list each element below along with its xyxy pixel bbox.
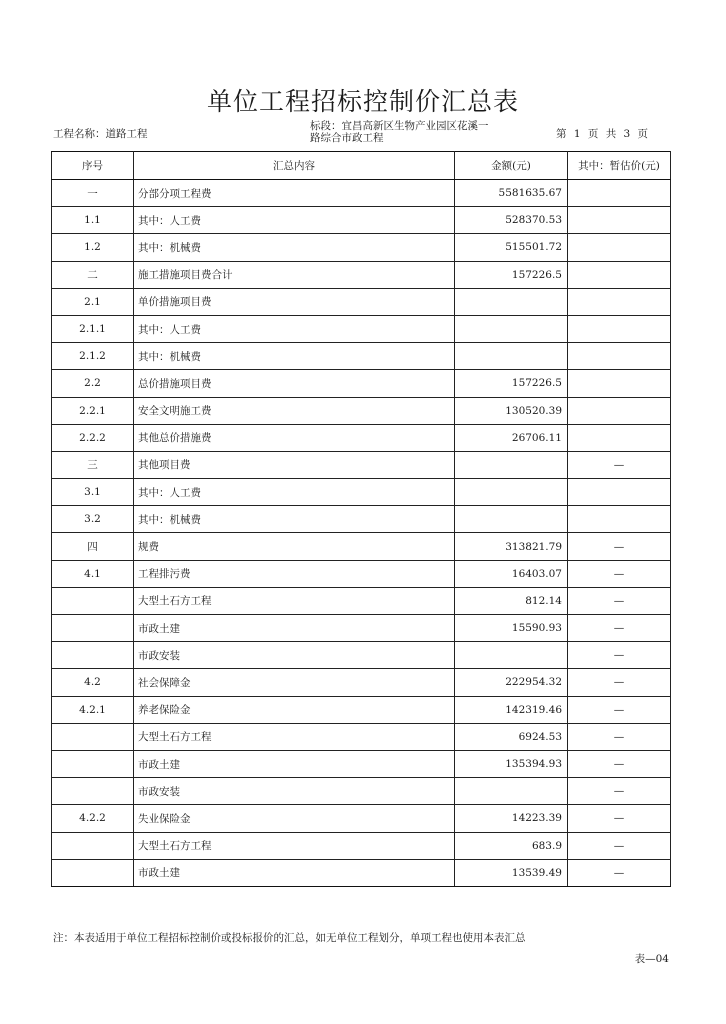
table-row: [52, 451, 671, 478]
row-estimate: [568, 479, 671, 506]
row-amount: 14223.39: [455, 805, 568, 832]
row-number: 3.1: [52, 479, 134, 506]
row-number: 2.1: [52, 288, 134, 315]
row-description: 其他项目费: [134, 451, 455, 478]
row-estimate: [568, 506, 671, 533]
row-amount: 6924.53: [455, 723, 568, 750]
row-estimate: [568, 261, 671, 288]
row-estimate: [568, 370, 671, 397]
row-number: [52, 859, 134, 886]
row-description: 其中：机械费: [134, 343, 455, 370]
table-row: [52, 288, 671, 315]
table-row: [52, 696, 671, 723]
table-row: [52, 533, 671, 560]
row-amount: 683.9: [455, 832, 568, 859]
row-estimate: —: [568, 451, 671, 478]
table-row: [52, 234, 671, 261]
row-number: 1.1: [52, 207, 134, 234]
row-description: 其中：人工费: [134, 315, 455, 342]
row-description: 大型土石方工程: [134, 832, 455, 859]
row-description: 市政土建: [134, 750, 455, 777]
row-estimate: —: [568, 859, 671, 886]
table-row: [52, 587, 671, 614]
row-number: [52, 615, 134, 642]
row-number: 二: [52, 261, 134, 288]
row-number: [52, 832, 134, 859]
row-amount: [455, 479, 568, 506]
row-number: 2.2.2: [52, 424, 134, 451]
row-estimate: —: [568, 615, 671, 642]
row-amount: [455, 506, 568, 533]
table-row: [52, 506, 671, 533]
row-description: 失业保险金: [134, 805, 455, 832]
row-description: 市政土建: [134, 615, 455, 642]
row-estimate: —: [568, 778, 671, 805]
row-estimate: —: [568, 696, 671, 723]
row-estimate: —: [568, 669, 671, 696]
row-estimate: [568, 424, 671, 451]
table-row: [52, 424, 671, 451]
row-number: [52, 750, 134, 777]
row-estimate: [568, 288, 671, 315]
row-number: 4.2: [52, 669, 134, 696]
row-amount: 16403.07: [455, 560, 568, 587]
table-row: [52, 207, 671, 234]
row-estimate: —: [568, 750, 671, 777]
row-estimate: —: [568, 832, 671, 859]
row-amount: 157226.5: [455, 261, 568, 288]
table-row: [52, 778, 671, 805]
row-number: 4.2.1: [52, 696, 134, 723]
page-info: 第 1 页 共 3 页: [556, 128, 649, 140]
row-number: 2.1.1: [52, 315, 134, 342]
table-row: [52, 723, 671, 750]
row-amount: 528370.53: [455, 207, 568, 234]
row-amount: 130520.39: [455, 397, 568, 424]
row-description: 施工措施项目费合计: [134, 261, 455, 288]
row-estimate: —: [568, 587, 671, 614]
table-row: [52, 343, 671, 370]
row-description: 其中：人工费: [134, 207, 455, 234]
row-estimate: —: [568, 805, 671, 832]
row-description: 总价措施项目费: [134, 370, 455, 397]
table-row: [52, 615, 671, 642]
table-row: [52, 805, 671, 832]
row-amount: 135394.93: [455, 750, 568, 777]
row-number: 2.2: [52, 370, 134, 397]
row-number: [52, 642, 134, 669]
table-row: [52, 370, 671, 397]
row-description: 分部分项工程费: [134, 180, 455, 207]
row-description: 其中：机械费: [134, 506, 455, 533]
row-description: 大型土石方工程: [134, 723, 455, 750]
table-row: [52, 315, 671, 342]
row-amount: [455, 343, 568, 370]
row-description: 大型土石方工程: [134, 587, 455, 614]
row-number: 4.1: [52, 560, 134, 587]
table-row: [52, 180, 671, 207]
table-row: [52, 750, 671, 777]
row-amount: 142319.46: [455, 696, 568, 723]
row-number: 3.2: [52, 506, 134, 533]
footnote: 注：本表适用于单位工程招标控制价或投标报价的汇总，如无单位工程划分，单项工程也使用本表汇总: [53, 932, 526, 944]
row-amount: 313821.79: [455, 533, 568, 560]
row-amount: 222954.32: [455, 669, 568, 696]
section-line-1: 标段：宜昌高新区生物产业园区花溪一: [310, 120, 489, 132]
header-no: 序号: [52, 152, 134, 180]
row-description: 其中：人工费: [134, 479, 455, 506]
table-header-row: [52, 152, 671, 180]
section-line-2: 路综合市政工程: [310, 132, 384, 144]
project-name: 工程名称：道路工程: [53, 128, 148, 140]
row-amount: [455, 315, 568, 342]
table-row: [52, 832, 671, 859]
row-description: 市政安装: [134, 778, 455, 805]
table-row: [52, 669, 671, 696]
row-estimate: —: [568, 533, 671, 560]
row-number: 4.2.2: [52, 805, 134, 832]
row-description: 市政土建: [134, 859, 455, 886]
row-number: 2.2.1: [52, 397, 134, 424]
row-number: 1.2: [52, 234, 134, 261]
row-number: [52, 587, 134, 614]
row-estimate: [568, 343, 671, 370]
row-amount: 13539.49: [455, 859, 568, 886]
row-description: 安全文明施工费: [134, 397, 455, 424]
row-amount: 5581635.67: [455, 180, 568, 207]
row-description: 市政安装: [134, 642, 455, 669]
row-description: 其中：机械费: [134, 234, 455, 261]
row-number: [52, 723, 134, 750]
table-row: [52, 397, 671, 424]
section-info: [310, 120, 510, 144]
row-number: 一: [52, 180, 134, 207]
row-description: 规费: [134, 533, 455, 560]
row-amount: 15590.93: [455, 615, 568, 642]
table-row: [52, 642, 671, 669]
header-content: 汇总内容: [134, 152, 455, 180]
row-estimate: —: [568, 723, 671, 750]
row-amount: [455, 288, 568, 315]
row-number: [52, 778, 134, 805]
row-estimate: [568, 397, 671, 424]
row-amount: 26706.11: [455, 424, 568, 451]
row-estimate: [568, 234, 671, 261]
row-estimate: [568, 207, 671, 234]
row-amount: [455, 778, 568, 805]
row-estimate: —: [568, 560, 671, 587]
table-row: [52, 261, 671, 288]
row-amount: [455, 642, 568, 669]
row-number: 三: [52, 451, 134, 478]
page-title: 单位工程招标控制价汇总表: [206, 87, 519, 116]
row-estimate: —: [568, 642, 671, 669]
row-number: 2.1.2: [52, 343, 134, 370]
header-amount: 金额(元): [455, 152, 568, 180]
row-amount: [455, 451, 568, 478]
header-estimate: 其中：暂估价(元): [568, 152, 671, 180]
row-amount: 812.14: [455, 587, 568, 614]
row-description: 单价措施项目费: [134, 288, 455, 315]
row-number: 四: [52, 533, 134, 560]
row-description: 工程排污费: [134, 560, 455, 587]
summary-table: [51, 151, 671, 887]
row-description: 养老保险金: [134, 696, 455, 723]
row-estimate: [568, 315, 671, 342]
row-amount: 515501.72: [455, 234, 568, 261]
table-row: [52, 479, 671, 506]
row-amount: 157226.5: [455, 370, 568, 397]
row-description: 其他总价措施费: [134, 424, 455, 451]
row-estimate: [568, 180, 671, 207]
row-description: 社会保障金: [134, 669, 455, 696]
table-row: [52, 859, 671, 886]
table-row: [52, 560, 671, 587]
form-number: 表—04: [634, 953, 669, 965]
